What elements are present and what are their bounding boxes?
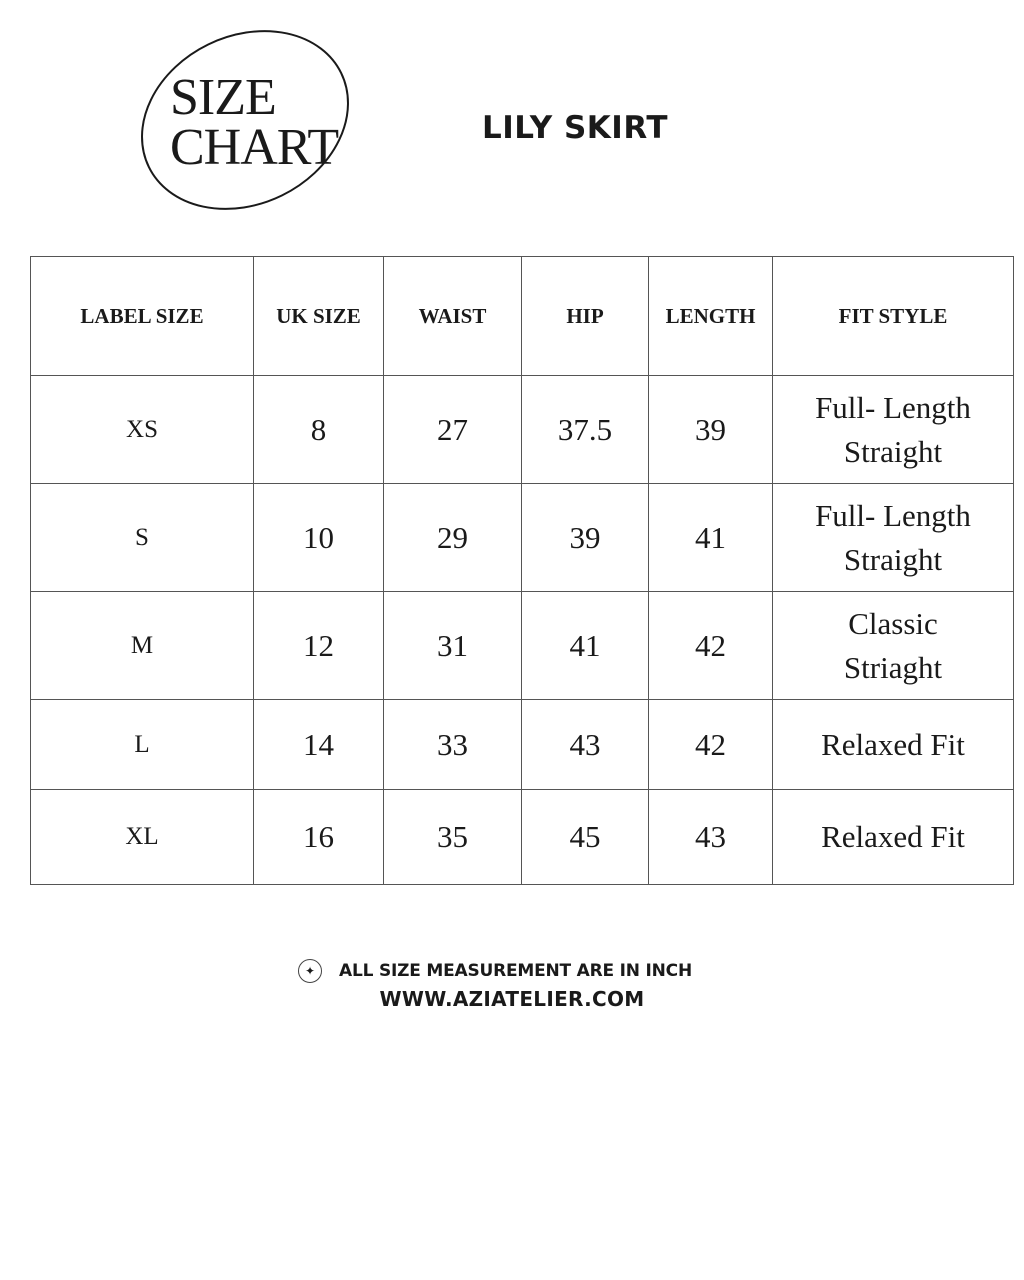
cell-waist: 29 (384, 484, 522, 592)
fit-style-line: Full- Length (815, 389, 971, 425)
header-uk-size: UK SIZE (254, 257, 384, 376)
fit-style-line: Classic (848, 605, 938, 641)
cell-hip: 37.5 (522, 376, 649, 484)
cell-label-size: L (31, 700, 254, 790)
table-row (31, 376, 1014, 484)
header-waist: WAIST (384, 257, 522, 376)
fit-style-line: Full- Length (815, 497, 971, 533)
cell-label-size: XS (31, 376, 254, 484)
cell-label-size: S (31, 484, 254, 592)
fit-style-line: Relaxed Fit (821, 819, 965, 854)
cell-length: 42 (649, 592, 773, 700)
cell-hip: 45 (522, 790, 649, 885)
cell-uk-size: 12 (254, 592, 384, 700)
cell-waist: 33 (384, 700, 522, 790)
cell-length: 39 (649, 376, 773, 484)
table-header-row (31, 257, 1014, 376)
logo-text-size: SIZE (170, 69, 276, 126)
table-row (31, 484, 1014, 592)
cell-waist: 35 (384, 790, 522, 885)
logo-text-chart: CHART (170, 119, 339, 176)
cell-hip: 43 (522, 700, 649, 790)
cell-label-size: XL (31, 790, 254, 885)
header-label-size: LABEL SIZE (31, 257, 254, 376)
cell-fit-style (773, 790, 1014, 885)
website-url: WWW.AZIATELIER.COM (379, 987, 645, 1011)
fit-style-line: Striaght (843, 649, 943, 685)
cell-uk-size: 10 (254, 484, 384, 592)
cell-uk-size: 16 (254, 790, 384, 885)
cell-fit-style (773, 592, 1014, 700)
cell-label-size: M (31, 592, 254, 700)
cell-fit-style (773, 700, 1014, 790)
header-length: LENGTH (649, 257, 773, 376)
cell-waist: 27 (384, 376, 522, 484)
cell-uk-size: 8 (254, 376, 384, 484)
cell-waist: 31 (384, 592, 522, 700)
table-row (31, 700, 1014, 790)
cell-length: 43 (649, 790, 773, 885)
sparkle-circle-icon: ✦ (298, 959, 322, 983)
table-row (31, 790, 1014, 885)
size-chart-logo (130, 22, 362, 220)
size-table (30, 256, 1014, 885)
cell-length: 42 (649, 700, 773, 790)
cell-fit-style (773, 484, 1014, 592)
cell-uk-size: 14 (254, 700, 384, 790)
table-row (31, 592, 1014, 700)
cell-length: 41 (649, 484, 773, 592)
cell-hip: 41 (522, 592, 649, 700)
measurement-note (298, 957, 692, 985)
fit-style-line: Straight (843, 541, 943, 577)
header-hip: HIP (522, 257, 649, 376)
cell-fit-style (773, 376, 1014, 484)
product-title: LILY SKIRT (482, 110, 668, 146)
cell-hip: 39 (522, 484, 649, 592)
fit-style-line: Straight (843, 433, 943, 469)
measurement-note-text: ALL SIZE MEASUREMENT ARE IN INCH (339, 961, 692, 981)
fit-style-line: Relaxed Fit (821, 726, 965, 762)
header-fit-style: FIT STYLE (773, 257, 1014, 376)
